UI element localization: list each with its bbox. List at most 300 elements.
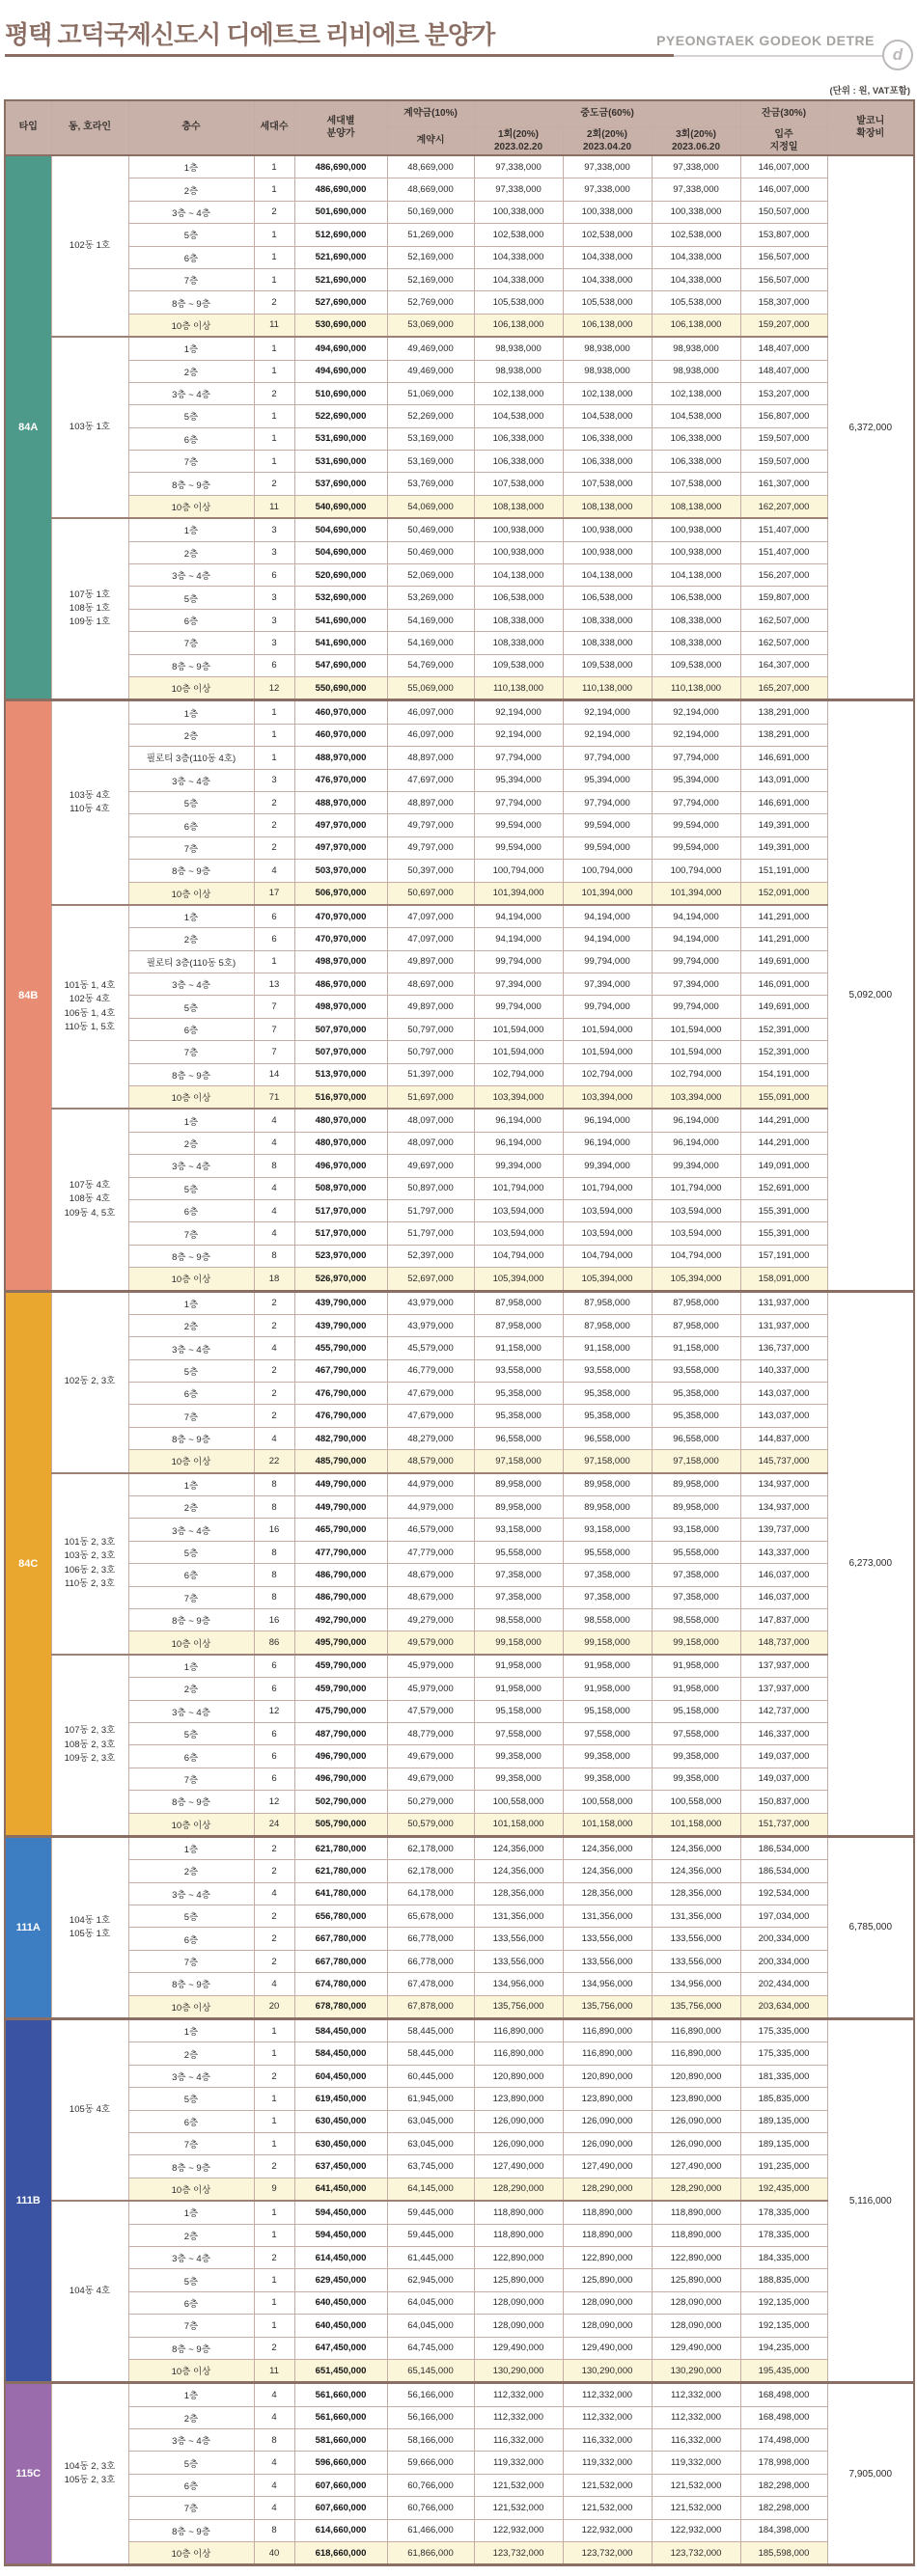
line-cell: 105동 4호 — [51, 2019, 128, 2202]
down-payment-cell: 61,945,000 — [387, 2088, 474, 2110]
floor-cell: 6층 — [128, 814, 254, 836]
floor-cell: 2층 — [128, 2224, 254, 2246]
interim3-cell: 87,958,000 — [652, 1291, 740, 1314]
interim2-cell: 87,958,000 — [563, 1314, 652, 1336]
count-cell: 1 — [254, 2291, 294, 2314]
floor-cell: 8층 ~ 9층 — [128, 860, 254, 882]
brand-logo-icon: d — [882, 40, 913, 70]
count-cell: 1 — [254, 155, 294, 178]
count-cell: 2 — [254, 1405, 294, 1427]
interim2-cell: 122,932,000 — [563, 2519, 652, 2541]
col-balance-group: 잔금(30%) — [740, 100, 827, 128]
down-payment-cell: 54,169,000 — [387, 609, 474, 631]
floor-cell: 8층 ~ 9층 — [128, 1063, 254, 1085]
down-payment-cell: 45,579,000 — [387, 1337, 474, 1359]
floor-cell: 3층 ~ 4층 — [128, 1155, 254, 1177]
table-row — [5, 2474, 914, 2496]
floor-cell: 5층 — [128, 1905, 254, 1928]
final-payment-cell: 154,191,000 — [740, 1063, 827, 1085]
floor-cell: 7층 — [128, 632, 254, 654]
table-row — [5, 1791, 914, 1813]
interim2-cell: 100,558,000 — [563, 1791, 652, 1813]
interim3-cell: 126,090,000 — [652, 2132, 740, 2154]
table-row — [5, 224, 914, 246]
interim1-cell: 108,138,000 — [474, 495, 563, 518]
interim1-cell: 128,090,000 — [474, 2291, 563, 2314]
table-row — [5, 291, 914, 314]
final-payment-cell: 162,507,000 — [740, 609, 827, 631]
final-payment-cell: 192,534,000 — [740, 1882, 827, 1905]
price-cell: 581,660,000 — [294, 2429, 387, 2452]
interim3-cell: 116,890,000 — [652, 2042, 740, 2065]
down-payment-cell: 51,797,000 — [387, 1199, 474, 1221]
divider-rule-gray — [674, 55, 909, 57]
interim2-cell: 133,556,000 — [563, 1950, 652, 1972]
table-row — [5, 564, 914, 587]
price-cell: 621,780,000 — [294, 1860, 387, 1882]
interim1-cell: 97,794,000 — [474, 791, 563, 813]
price-cell: 674,780,000 — [294, 1973, 387, 1995]
final-payment-cell: 147,837,000 — [740, 1609, 827, 1631]
down-payment-cell: 59,666,000 — [387, 2452, 474, 2474]
final-payment-cell: 138,291,000 — [740, 700, 827, 724]
interim2-cell: 130,290,000 — [563, 2359, 652, 2382]
down-payment-cell: 51,797,000 — [387, 1222, 474, 1245]
interim1-cell: 98,558,000 — [474, 1609, 563, 1631]
interim1-cell: 130,290,000 — [474, 2359, 563, 2382]
interim3-cell: 99,358,000 — [652, 1768, 740, 1790]
down-payment-cell: 49,579,000 — [387, 1631, 474, 1655]
final-payment-cell: 162,507,000 — [740, 632, 827, 654]
down-payment-cell: 64,045,000 — [387, 2291, 474, 2314]
down-payment-cell: 54,769,000 — [387, 654, 474, 676]
interim3-cell: 89,958,000 — [652, 1496, 740, 1519]
interim2-cell: 105,538,000 — [563, 291, 652, 314]
count-cell: 1 — [254, 360, 294, 382]
down-payment-cell: 50,797,000 — [387, 1018, 474, 1040]
floor-cell: 3층 ~ 4층 — [128, 973, 254, 996]
count-cell: 24 — [254, 1813, 294, 1836]
table-row — [5, 1700, 914, 1722]
final-payment-cell: 194,235,000 — [740, 2337, 827, 2359]
final-payment-cell: 189,135,000 — [740, 2132, 827, 2154]
count-cell: 12 — [254, 676, 294, 699]
floor-cell: 2층 — [128, 1678, 254, 1700]
interim3-cell: 103,594,000 — [652, 1199, 740, 1221]
interim1-cell: 104,538,000 — [474, 405, 563, 427]
price-cell: 531,690,000 — [294, 427, 387, 450]
down-payment-cell: 61,466,000 — [387, 2519, 474, 2541]
line-cell: 107동 4호 108동 4호 109동 4, 5호 — [51, 1109, 128, 1291]
interim1-cell: 97,358,000 — [474, 1564, 563, 1586]
floor-cell: 1층 — [128, 1109, 254, 1132]
interim2-cell: 122,890,000 — [563, 2246, 652, 2268]
interim2-cell: 96,194,000 — [563, 1132, 652, 1154]
interim3-cell: 95,158,000 — [652, 1700, 740, 1722]
price-cell: 607,660,000 — [294, 2497, 387, 2519]
interim2-cell: 107,538,000 — [563, 473, 652, 495]
count-cell: 2 — [254, 814, 294, 836]
interim2-cell: 104,794,000 — [563, 1245, 652, 1267]
count-cell: 16 — [254, 1519, 294, 1541]
interim2-cell: 119,332,000 — [563, 2452, 652, 2474]
final-payment-cell: 175,335,000 — [740, 2019, 827, 2042]
count-cell: 1 — [254, 2201, 294, 2224]
final-payment-cell: 182,298,000 — [740, 2497, 827, 2519]
table-row — [5, 2452, 914, 2474]
final-payment-cell: 153,807,000 — [740, 224, 827, 246]
interim1-cell: 116,890,000 — [474, 2042, 563, 2065]
count-cell: 4 — [254, 2474, 294, 2496]
table-row — [5, 700, 914, 724]
interim2-cell: 95,158,000 — [563, 1700, 652, 1722]
final-payment-cell: 134,937,000 — [740, 1496, 827, 1519]
interim2-cell: 116,890,000 — [563, 2042, 652, 2065]
count-cell: 40 — [254, 2542, 294, 2565]
count-cell: 4 — [254, 1427, 294, 1449]
floor-cell: 2층 — [128, 178, 254, 201]
interim2-cell: 97,338,000 — [563, 155, 652, 178]
table-row — [5, 836, 914, 859]
floor-cell: 3층 ~ 4층 — [128, 2065, 254, 2087]
floor-cell: 5층 — [128, 1722, 254, 1744]
interim3-cell: 123,732,000 — [652, 2542, 740, 2565]
interim3-cell: 122,932,000 — [652, 2519, 740, 2541]
count-cell: 1 — [254, 2110, 294, 2132]
price-cell: 507,970,000 — [294, 1041, 387, 1063]
table-row — [5, 2542, 914, 2565]
floor-cell: 10층 이상 — [128, 1813, 254, 1836]
col-interim-1: 1회(20%) 2023.02.20 — [474, 128, 563, 156]
final-payment-cell: 148,407,000 — [740, 360, 827, 382]
table-row — [5, 518, 914, 541]
final-payment-cell: 134,937,000 — [740, 1473, 827, 1496]
down-payment-cell: 62,945,000 — [387, 2269, 474, 2291]
final-payment-cell: 156,507,000 — [740, 268, 827, 290]
interim2-cell: 126,090,000 — [563, 2132, 652, 2154]
table-row — [5, 2065, 914, 2087]
price-cell: 619,450,000 — [294, 2088, 387, 2110]
floor-cell: 7층 — [128, 836, 254, 859]
count-cell: 9 — [254, 2178, 294, 2201]
line-cell: 102동 1호 — [51, 155, 128, 337]
down-payment-cell: 53,069,000 — [387, 314, 474, 337]
down-payment-cell: 46,097,000 — [387, 700, 474, 724]
interim3-cell: 120,890,000 — [652, 2065, 740, 2087]
count-cell: 2 — [254, 1383, 294, 1405]
down-payment-cell: 49,469,000 — [387, 360, 474, 382]
floor-cell: 3층 ~ 4층 — [128, 1700, 254, 1722]
interim1-cell: 98,938,000 — [474, 360, 563, 382]
final-payment-cell: 142,737,000 — [740, 1700, 827, 1722]
down-payment-cell: 49,797,000 — [387, 814, 474, 836]
table-row — [5, 1973, 914, 1995]
interim3-cell: 133,556,000 — [652, 1928, 740, 1950]
count-cell: 4 — [254, 1177, 294, 1199]
brand-subtitle: PYEONGTAEK GODEOK DETRE — [656, 33, 875, 48]
down-payment-cell: 44,979,000 — [387, 1473, 474, 1496]
count-cell: 2 — [254, 1928, 294, 1950]
interim1-cell: 120,890,000 — [474, 2065, 563, 2087]
final-payment-cell: 146,007,000 — [740, 155, 827, 178]
floor-cell: 6층 — [128, 427, 254, 450]
interim1-cell: 97,338,000 — [474, 155, 563, 178]
table-row — [5, 1132, 914, 1154]
price-cell: 614,450,000 — [294, 2246, 387, 2268]
floor-cell: 1층 — [128, 1836, 254, 1859]
interim3-cell: 112,332,000 — [652, 2383, 740, 2406]
down-payment-cell: 54,169,000 — [387, 632, 474, 654]
floor-cell: 1층 — [128, 1473, 254, 1496]
price-cell: 594,450,000 — [294, 2201, 387, 2224]
interim3-cell: 118,890,000 — [652, 2224, 740, 2246]
page-title: 평택 고덕국제신도시 디에트르 리비에르 분양가 — [5, 20, 495, 49]
interim3-cell: 110,138,000 — [652, 676, 740, 699]
count-cell: 4 — [254, 1973, 294, 1995]
price-table-header — [5, 100, 914, 155]
final-payment-cell: 153,207,000 — [740, 382, 827, 404]
floor-cell: 5층 — [128, 224, 254, 246]
price-cell: 604,450,000 — [294, 2065, 387, 2087]
table-row — [5, 1450, 914, 1473]
table-row — [5, 1564, 914, 1586]
count-cell: 8 — [254, 1586, 294, 1608]
count-cell: 8 — [254, 2429, 294, 2452]
down-payment-cell: 63,045,000 — [387, 2110, 474, 2132]
down-payment-cell: 50,797,000 — [387, 1041, 474, 1063]
floor-cell: 6층 — [128, 1018, 254, 1040]
final-payment-cell: 156,507,000 — [740, 246, 827, 268]
floor-cell: 7층 — [128, 268, 254, 290]
interim3-cell: 104,338,000 — [652, 246, 740, 268]
interim2-cell: 102,138,000 — [563, 382, 652, 404]
interim2-cell: 99,158,000 — [563, 1631, 652, 1655]
final-payment-cell: 158,307,000 — [740, 291, 827, 314]
interim1-cell: 99,594,000 — [474, 814, 563, 836]
table-row — [5, 2406, 914, 2428]
interim1-cell: 101,594,000 — [474, 1041, 563, 1063]
down-payment-cell: 53,269,000 — [387, 587, 474, 609]
interim2-cell: 112,332,000 — [563, 2406, 652, 2428]
table-row — [5, 2132, 914, 2154]
interim2-cell: 104,538,000 — [563, 405, 652, 427]
price-cell: 439,790,000 — [294, 1314, 387, 1336]
floor-cell: 8층 ~ 9층 — [128, 1973, 254, 1995]
interim1-cell: 100,338,000 — [474, 201, 563, 223]
interim3-cell: 119,332,000 — [652, 2452, 740, 2474]
price-cell: 506,970,000 — [294, 882, 387, 905]
floor-cell: 10층 이상 — [128, 314, 254, 337]
interim2-cell: 123,890,000 — [563, 2088, 652, 2110]
floor-cell: 1층 — [128, 1291, 254, 1314]
table-row — [5, 1041, 914, 1063]
interim1-cell: 91,958,000 — [474, 1655, 563, 1678]
interim3-cell: 97,338,000 — [652, 155, 740, 178]
interim3-cell: 102,538,000 — [652, 224, 740, 246]
table-row — [5, 2497, 914, 2519]
price-cell: 486,690,000 — [294, 178, 387, 201]
price-cell: 640,450,000 — [294, 2315, 387, 2337]
interim2-cell: 108,138,000 — [563, 495, 652, 518]
final-payment-cell: 150,837,000 — [740, 1791, 827, 1813]
table-row — [5, 1655, 914, 1678]
table-row — [5, 1086, 914, 1110]
interim1-cell: 123,732,000 — [474, 2542, 563, 2565]
interim1-cell: 87,958,000 — [474, 1291, 563, 1314]
count-cell: 7 — [254, 1018, 294, 1040]
final-payment-cell: 161,307,000 — [740, 473, 827, 495]
interim3-cell: 101,594,000 — [652, 1018, 740, 1040]
interim1-cell: 102,538,000 — [474, 224, 563, 246]
floor-cell: 2층 — [128, 1860, 254, 1882]
interim3-cell: 107,538,000 — [652, 473, 740, 495]
table-row — [5, 905, 914, 928]
floor-cell: 1층 — [128, 2201, 254, 2224]
interim1-cell: 108,338,000 — [474, 632, 563, 654]
down-payment-cell: 49,797,000 — [387, 836, 474, 859]
floor-cell: 10층 이상 — [128, 1450, 254, 1473]
line-cell: 101동 1, 4호 102동 4호 106동 1, 4호 110동 1, 5호 — [51, 905, 128, 1110]
interim1-cell: 118,890,000 — [474, 2224, 563, 2246]
down-payment-cell: 60,445,000 — [387, 2065, 474, 2087]
interim1-cell: 95,158,000 — [474, 1700, 563, 1722]
interim2-cell: 97,794,000 — [563, 791, 652, 813]
interim2-cell: 106,138,000 — [563, 314, 652, 337]
interim1-cell: 122,932,000 — [474, 2519, 563, 2541]
floor-cell: 1층 — [128, 905, 254, 928]
price-cell: 527,690,000 — [294, 291, 387, 314]
interim2-cell: 101,594,000 — [563, 1018, 652, 1040]
table-row — [5, 1860, 914, 1882]
interim1-cell: 96,194,000 — [474, 1132, 563, 1154]
table-row — [5, 1427, 914, 1449]
page-header — [0, 0, 917, 83]
down-payment-cell: 49,469,000 — [387, 337, 474, 360]
down-payment-cell: 65,678,000 — [387, 1905, 474, 1928]
price-cell: 504,690,000 — [294, 541, 387, 563]
final-payment-cell: 152,391,000 — [740, 1018, 827, 1040]
final-payment-cell: 192,435,000 — [740, 2178, 827, 2201]
price-cell: 494,690,000 — [294, 337, 387, 360]
final-payment-cell: 151,191,000 — [740, 860, 827, 882]
col-floor: 층수 — [128, 100, 254, 155]
down-payment-cell: 51,697,000 — [387, 1086, 474, 1110]
interim3-cell: 98,938,000 — [652, 360, 740, 382]
down-payment-cell: 56,166,000 — [387, 2383, 474, 2406]
table-row — [5, 1905, 914, 1928]
final-payment-cell: 146,091,000 — [740, 973, 827, 996]
interim1-cell: 99,794,000 — [474, 950, 563, 973]
count-cell: 4 — [254, 2383, 294, 2406]
final-payment-cell: 200,334,000 — [740, 1950, 827, 1972]
table-row — [5, 1745, 914, 1768]
price-cell: 522,690,000 — [294, 405, 387, 427]
floor-cell: 3층 ~ 4층 — [128, 1519, 254, 1541]
interim3-cell: 100,938,000 — [652, 518, 740, 541]
floor-cell: 5층 — [128, 996, 254, 1018]
count-cell: 2 — [254, 1860, 294, 1882]
interim3-cell: 133,556,000 — [652, 1950, 740, 1972]
price-cell: 477,790,000 — [294, 1541, 387, 1563]
count-cell: 2 — [254, 1291, 294, 1314]
table-row — [5, 1995, 914, 2018]
down-payment-cell: 48,697,000 — [387, 973, 474, 996]
count-cell: 13 — [254, 973, 294, 996]
table-row — [5, 1519, 914, 1541]
final-payment-cell: 144,291,000 — [740, 1109, 827, 1132]
final-payment-cell: 159,207,000 — [740, 314, 827, 337]
final-payment-cell: 152,691,000 — [740, 1177, 827, 1199]
interim2-cell: 110,138,000 — [563, 676, 652, 699]
down-payment-cell: 45,979,000 — [387, 1678, 474, 1700]
price-cell: 497,970,000 — [294, 836, 387, 859]
down-payment-cell: 51,269,000 — [387, 224, 474, 246]
table-row — [5, 2042, 914, 2065]
interim1-cell: 104,794,000 — [474, 1245, 563, 1267]
final-payment-cell: 149,691,000 — [740, 996, 827, 1018]
interim2-cell: 103,594,000 — [563, 1199, 652, 1221]
down-payment-cell: 52,269,000 — [387, 405, 474, 427]
final-payment-cell: 185,835,000 — [740, 2088, 827, 2110]
interim2-cell: 87,958,000 — [563, 1291, 652, 1314]
interim3-cell: 97,158,000 — [652, 1450, 740, 1473]
price-cell: 508,970,000 — [294, 1177, 387, 1199]
interim1-cell: 128,356,000 — [474, 1882, 563, 1905]
interim1-cell: 91,158,000 — [474, 1337, 563, 1359]
interim2-cell: 92,194,000 — [563, 700, 652, 724]
table-row — [5, 1155, 914, 1177]
interim2-cell: 97,358,000 — [563, 1564, 652, 1586]
floor-cell: 7층 — [128, 1405, 254, 1427]
interim2-cell: 102,538,000 — [563, 224, 652, 246]
interim2-cell: 100,338,000 — [563, 201, 652, 223]
price-cell: 641,450,000 — [294, 2178, 387, 2201]
interim2-cell: 95,358,000 — [563, 1405, 652, 1427]
table-row — [5, 1813, 914, 1836]
interim1-cell: 93,158,000 — [474, 1519, 563, 1541]
count-cell: 4 — [254, 1109, 294, 1132]
price-cell: 512,690,000 — [294, 224, 387, 246]
price-cell: 540,690,000 — [294, 495, 387, 518]
interim2-cell: 100,794,000 — [563, 860, 652, 882]
final-payment-cell: 200,334,000 — [740, 1928, 827, 1950]
interim2-cell: 112,332,000 — [563, 2383, 652, 2406]
interim3-cell: 128,290,000 — [652, 2178, 740, 2201]
floor-cell: 1층 — [128, 518, 254, 541]
table-row — [5, 928, 914, 950]
type-cell: 111B — [5, 2019, 51, 2383]
final-payment-cell: 131,937,000 — [740, 1314, 827, 1336]
interim1-cell: 116,890,000 — [474, 2019, 563, 2042]
interim3-cell: 87,958,000 — [652, 1314, 740, 1336]
interim3-cell: 100,794,000 — [652, 860, 740, 882]
down-payment-cell: 62,178,000 — [387, 1836, 474, 1859]
price-cell: 656,780,000 — [294, 1905, 387, 1928]
interim3-cell: 116,890,000 — [652, 2019, 740, 2042]
price-cell: 537,690,000 — [294, 473, 387, 495]
interim2-cell: 98,938,000 — [563, 360, 652, 382]
count-cell: 8 — [254, 1155, 294, 1177]
price-cell: 584,450,000 — [294, 2019, 387, 2042]
floor-cell: 5층 — [128, 791, 254, 813]
interim2-cell: 104,338,000 — [563, 246, 652, 268]
interim3-cell: 91,158,000 — [652, 1337, 740, 1359]
floor-cell: 10층 이상 — [128, 1995, 254, 2018]
interim3-cell: 97,394,000 — [652, 973, 740, 996]
floor-cell: 6층 — [128, 1199, 254, 1221]
floor-cell: 1층 — [128, 1655, 254, 1678]
count-cell: 2 — [254, 791, 294, 813]
